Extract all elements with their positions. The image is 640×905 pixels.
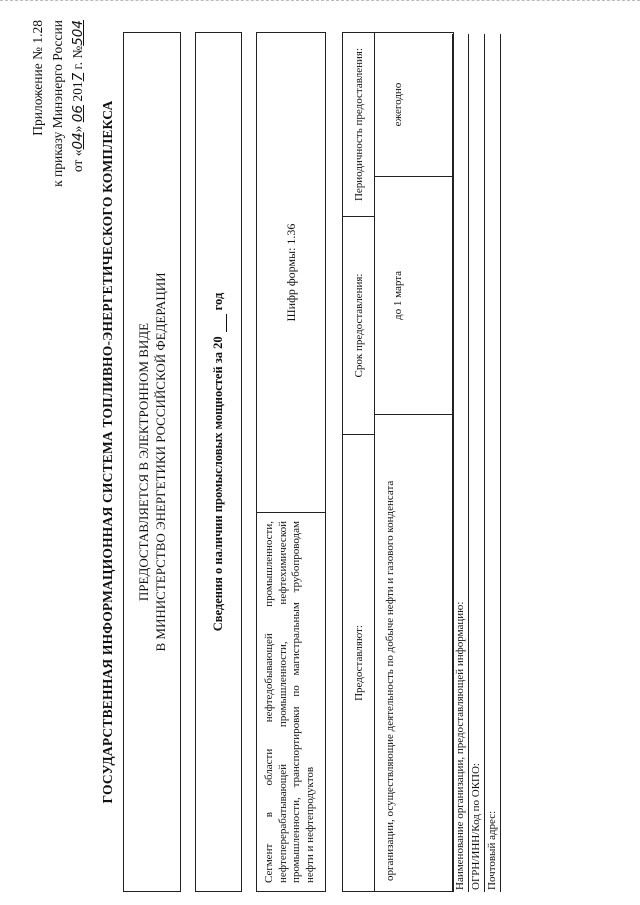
cell-frequency: ежегодно (392, 82, 404, 127)
date-mid3: г. № (70, 45, 85, 73)
org-address-field: Почтовый адрес: (485, 34, 501, 892)
org-ids-field: ОГРН/ИНН/Код по ОКПО: (469, 34, 485, 892)
top-dashed-rule (0, 0, 640, 1)
cell-deadline: до 1 марта (375, 176, 453, 414)
table-header-row (343, 33, 375, 891)
rotated-form (20, 12, 620, 892)
submission-line2: В МИНИСТЕРСТВО ЭНЕРГЕТИКИ РОССИЙСКОЙ ФЕДЕРАЦИИ (153, 272, 168, 652)
date-mid2: 201 (70, 81, 85, 106)
segment-box (256, 32, 326, 892)
date-day: 04 (70, 132, 86, 150)
appendix-date-line (68, 20, 88, 187)
submission-table (342, 32, 454, 892)
date-mid1: » (70, 122, 85, 133)
date-month: 06 (70, 105, 86, 123)
form-code: Шифр формы: 1.36 (283, 223, 298, 322)
date-year-digit: 7 (70, 72, 86, 82)
segment-text: Сегмент в области нефтедобывающей промышленности, нефтеперерабатывающей промышленности, нефтехимической промышленности, транспортировки по магистральным трубопроводам нефти и нефтепродуктов (257, 512, 325, 891)
header-providers: Предоставляют: (343, 434, 374, 891)
cell-providers: организации, осуществляющие деятельность по добыче нефти и газового конденсата (375, 414, 453, 891)
date-prefix: от « (70, 149, 85, 173)
header-frequency: Периодичность предоставления: (352, 47, 365, 202)
organization-fields (452, 34, 501, 892)
appendix-line1: Приложение № 1.28 (30, 20, 45, 136)
report-title-box (195, 32, 242, 892)
submission-box (123, 32, 181, 892)
year-blank (211, 314, 227, 332)
page-title: ГОСУДАРСТВЕННАЯ ИНФОРМАЦИОННАЯ СИСТЕМА ТОПЛИВНО-ЭНЕРГЕТИЧЕСКОГО КОМПЛЕКСА (100, 100, 115, 804)
appendix-block (28, 20, 88, 187)
report-title-prefix: Сведения о наличии промысловых мощностей за 20 (211, 336, 225, 632)
appendix-line2: к приказу Минэнерго России (50, 20, 65, 187)
order-number: 504 (70, 20, 86, 46)
submission-line1: ПРЕДОСТАВЛЯЕТСЯ В ЭЛЕКТРОННОМ ВИДЕ (136, 322, 151, 602)
org-name-field: Наименование организации, предоставляющей информацию: (452, 34, 469, 892)
report-title-suffix: год (211, 292, 225, 311)
header-deadline: Срок предоставления: (343, 216, 374, 434)
table-row (375, 33, 453, 891)
